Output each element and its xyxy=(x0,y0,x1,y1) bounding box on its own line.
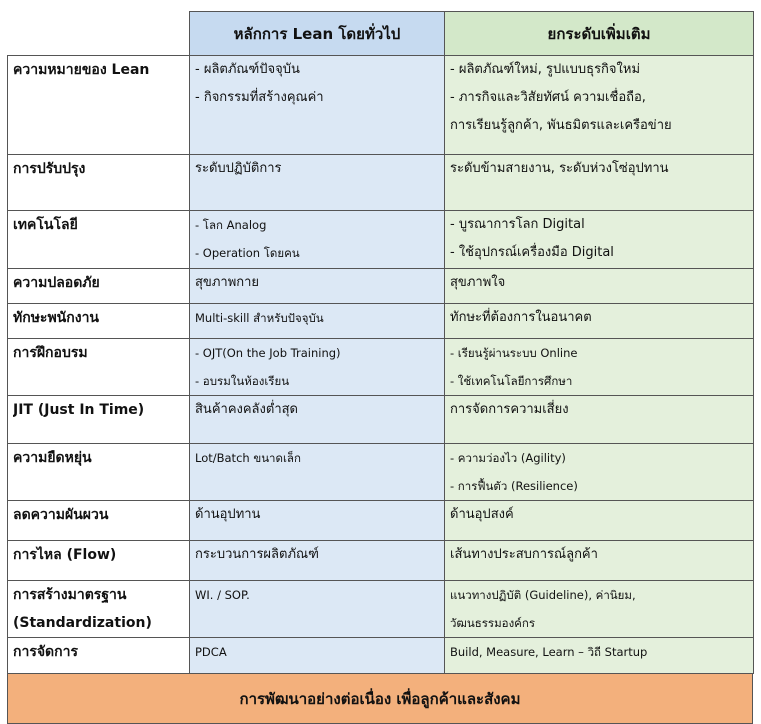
enhanced-cell xyxy=(445,155,754,211)
general-lean-cell-line: Lot/Batch ขนาดเล็ก xyxy=(195,451,301,465)
row-label-line: ความหมายของ Lean xyxy=(13,62,150,78)
general-lean-cell-line: - โลก Analog xyxy=(195,218,267,232)
enhanced-cell xyxy=(445,541,754,581)
general-lean-cell xyxy=(190,211,445,269)
table-row xyxy=(8,56,754,155)
enhanced-cell xyxy=(445,339,754,396)
row-label xyxy=(8,304,190,339)
enhanced-cell xyxy=(445,56,754,155)
row-label-line: การสร้างมาตรฐาน xyxy=(13,587,127,603)
row-label xyxy=(8,211,190,269)
row-label-line: ทักษะพนักงาน xyxy=(13,310,99,326)
header-enhanced: ยกระดับเพิ่มเติม xyxy=(445,12,754,56)
row-label-line: ความปลอดภัย xyxy=(13,275,100,291)
lean-comparison-table-container xyxy=(7,11,753,724)
row-label-line: JIT (Just In Time) xyxy=(13,402,145,418)
enhanced-cell-line: วัฒนธรรมองค์กร xyxy=(450,616,536,630)
enhanced-cell-line: - ความว่องไว (Agility) xyxy=(450,451,566,465)
table-row xyxy=(8,638,754,674)
enhanced-cell-line: - บูรณาการโลก Digital xyxy=(450,217,585,232)
general-lean-cell-line: สุขภาพกาย xyxy=(195,275,260,290)
table-row xyxy=(8,339,754,396)
enhanced-cell xyxy=(445,304,754,339)
table-row xyxy=(8,155,754,211)
enhanced-cell-line: แนวทางปฏิบัติ (Guideline), ค่านิยม, xyxy=(450,588,636,602)
general-lean-cell xyxy=(190,269,445,304)
header-general-lean: หลักการ Lean โดยทั่วไป xyxy=(190,12,445,56)
table-row xyxy=(8,304,754,339)
general-lean-cell-line: สินค้าคงคลังต่ำสุด xyxy=(195,402,298,417)
general-lean-cell xyxy=(190,396,445,444)
enhanced-cell xyxy=(445,444,754,501)
lean-comparison-table xyxy=(7,11,754,674)
row-label-line: การไหล (Flow) xyxy=(13,547,117,563)
table-row xyxy=(8,444,754,501)
enhanced-cell-line: สุขภาพใจ xyxy=(450,275,506,290)
row-label xyxy=(8,155,190,211)
row-label-line: (Standardization) xyxy=(13,615,152,631)
enhanced-cell-line: ระดับข้ามสายงาน, ระดับห่วงโซ่อุปทาน xyxy=(450,161,669,176)
general-lean-cell xyxy=(190,56,445,155)
general-lean-cell xyxy=(190,581,445,638)
general-lean-cell-line: WI. / SOP. xyxy=(195,588,250,602)
general-lean-cell-line: - อบรมในห้องเรียน xyxy=(195,374,290,388)
row-label-line: ความยืดหยุ่น xyxy=(13,450,92,466)
enhanced-cell-line: - ภารกิจและวิสัยทัศน์ ความเชื่อถือ, xyxy=(450,90,646,105)
enhanced-cell-line: การจัดการความเสี่ยง xyxy=(450,402,569,417)
table-row xyxy=(8,396,754,444)
enhanced-cell xyxy=(445,581,754,638)
general-lean-cell xyxy=(190,155,445,211)
row-label xyxy=(8,501,190,541)
enhanced-cell-line: ด้านอุปสงค์ xyxy=(450,507,514,522)
row-label-line: ลดความผันผวน xyxy=(13,507,109,523)
enhanced-cell-line: Build, Measure, Learn – วิถี Startup xyxy=(450,645,648,659)
row-label xyxy=(8,339,190,396)
general-lean-cell xyxy=(190,541,445,581)
table-body xyxy=(8,56,754,674)
table-row xyxy=(8,501,754,541)
general-lean-cell-line: Multi-skill สำหรับปัจจุบัน xyxy=(195,311,324,325)
row-label xyxy=(8,396,190,444)
general-lean-cell xyxy=(190,501,445,541)
general-lean-cell-line: - กิจกรรมที่สร้างคุณค่า xyxy=(195,90,324,105)
row-label-line: การจัดการ xyxy=(13,644,79,660)
row-label-line: การปรับปรุง xyxy=(13,161,86,177)
general-lean-cell-line: กระบวนการผลิตภัณฑ์ xyxy=(195,547,319,562)
general-lean-cell-line: ระดับปฏิบัติการ xyxy=(195,161,282,176)
enhanced-cell xyxy=(445,501,754,541)
row-label xyxy=(8,269,190,304)
general-lean-cell-line: - Operation โดยคน xyxy=(195,246,300,260)
table-row xyxy=(8,211,754,269)
row-label xyxy=(8,581,190,638)
enhanced-cell xyxy=(445,211,754,269)
enhanced-cell-line: - เรียนรู้ผ่านระบบ Online xyxy=(450,346,578,360)
general-lean-cell-line: - OJT(On the Job Training) xyxy=(195,346,341,360)
row-label xyxy=(8,444,190,501)
enhanced-cell xyxy=(445,269,754,304)
general-lean-cell-line: PDCA xyxy=(195,645,227,659)
enhanced-cell xyxy=(445,638,754,674)
enhanced-cell-line: - ใช้เทคโนโลยีการศึกษา xyxy=(450,374,573,388)
footer-banner: การพัฒนาอย่างต่อเนื่อง เพื่อลูกค้าและสังคม xyxy=(7,674,753,724)
row-label xyxy=(8,638,190,674)
header-row xyxy=(8,12,754,56)
general-lean-cell xyxy=(190,304,445,339)
row-label xyxy=(8,541,190,581)
enhanced-cell-line: - การฟื้นตัว (Resilience) xyxy=(450,479,578,493)
general-lean-cell-line: - ผลิตภัณฑ์ปัจจุบัน xyxy=(195,62,300,77)
enhanced-cell-line: การเรียนรู้ลูกค้า, พันธมิตรและเครือข่าย xyxy=(450,118,672,133)
enhanced-cell-line: ทักษะที่ต้องการในอนาคต xyxy=(450,310,592,325)
general-lean-cell xyxy=(190,339,445,396)
enhanced-cell-line: - ใช้อุปกรณ์เครื่องมือ Digital xyxy=(450,245,614,260)
row-label xyxy=(8,56,190,155)
general-lean-cell xyxy=(190,638,445,674)
table-row xyxy=(8,581,754,638)
table-row xyxy=(8,541,754,581)
general-lean-cell xyxy=(190,444,445,501)
row-label-line: การฝึกอบรม xyxy=(13,345,88,361)
general-lean-cell-line: ด้านอุปทาน xyxy=(195,507,261,522)
enhanced-cell-line: เส้นทางประสบการณ์ลูกค้า xyxy=(450,547,598,562)
table-row xyxy=(8,269,754,304)
header-empty-cell xyxy=(8,12,190,56)
row-label-line: เทคโนโลยี xyxy=(13,217,78,233)
enhanced-cell-line: - ผลิตภัณฑ์ใหม่, รูปแบบธุรกิจใหม่ xyxy=(450,62,641,77)
enhanced-cell xyxy=(445,396,754,444)
